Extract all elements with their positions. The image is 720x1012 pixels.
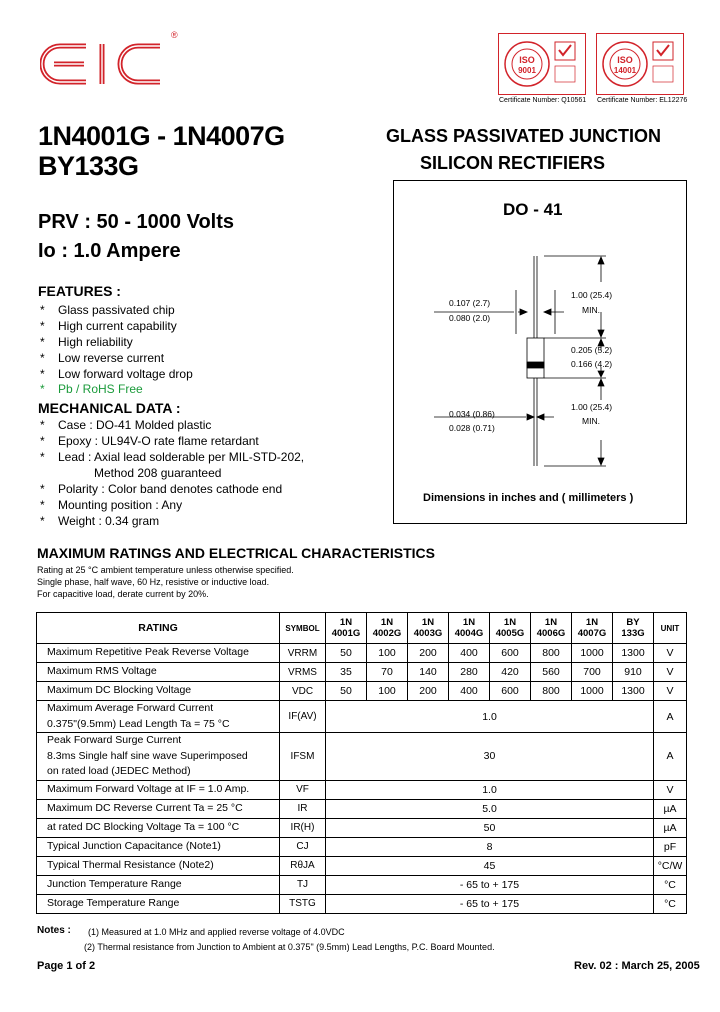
dim-lead-dia-max: 0.034 (0.86) xyxy=(449,409,495,419)
feature-item: * Low forward voltage drop xyxy=(40,367,193,381)
rating-text: Typical Thermal Resistance (Note2) xyxy=(47,858,214,871)
prv-rating: PRV : 50 - 1000 Volts xyxy=(38,211,235,233)
page-number: Page 1 of 2 xyxy=(37,960,96,972)
product-title-line1: GLASS PASSIVATED JUNCTION xyxy=(386,126,662,146)
header-part: 1N 4001G xyxy=(326,613,367,644)
symbol-cell: IR xyxy=(280,799,326,818)
features-heading: FEATURES : xyxy=(38,283,121,299)
value-cell: 600 xyxy=(490,682,531,701)
mechanical-item-cont: Method 208 guaranteed xyxy=(94,466,222,480)
rating-text: on rated load (JEDEC Method) xyxy=(47,765,191,777)
table-row xyxy=(37,701,687,733)
dim-body-len-max: 0.205 (5.2) xyxy=(571,345,613,355)
symbol-cell: IF(AV) xyxy=(280,701,326,733)
mechanical-item: * Case : DO-41 Molded plastic xyxy=(40,418,212,432)
dim-lead-length-bottom: 1.00 (25.4) xyxy=(571,402,613,412)
value-cell: 200 xyxy=(408,682,449,701)
logo-reg-mark: ® xyxy=(171,30,178,40)
value-cell: 100 xyxy=(367,682,408,701)
part-number-range: 1N4001G - 1N4007G xyxy=(38,121,285,151)
value-cell-span: 5.0 xyxy=(326,799,654,818)
rating-text: Peak Forward Surge Current xyxy=(47,734,182,746)
value-cell: 70 xyxy=(367,663,408,682)
symbol-cell: RθJA xyxy=(280,856,326,875)
rating-cell xyxy=(37,733,280,781)
dimensions-caption: Dimensions in inches and ( millimeters ) xyxy=(423,492,634,504)
svg-text:14001: 14001 xyxy=(613,66,637,75)
value-cell: 100 xyxy=(367,644,408,663)
electrical-section-heading: MAXIMUM RATINGS AND ELECTRICAL CHARACTERISTICS xyxy=(37,545,435,561)
feature-item: * High reliability xyxy=(40,335,133,349)
table-row xyxy=(37,733,687,781)
value-cell: 400 xyxy=(449,644,490,663)
header-rating: RATING xyxy=(37,613,280,644)
feature-item: * High current capability xyxy=(40,319,177,333)
unit-cell: °C xyxy=(654,875,687,894)
unit-cell: °C xyxy=(654,894,687,913)
header-part: 1N 4004G xyxy=(449,613,490,644)
iso14001-cert xyxy=(596,33,684,95)
svg-text:9001: 9001 xyxy=(518,66,536,75)
value-cell: 1000 xyxy=(572,682,613,701)
table-row xyxy=(37,682,687,701)
package-name: DO - 41 xyxy=(503,200,563,219)
table-row xyxy=(37,644,687,663)
rating-cell xyxy=(37,894,280,913)
unit-cell: pF xyxy=(654,837,687,856)
value-cell: 280 xyxy=(449,663,490,682)
table-header-row xyxy=(37,613,687,644)
rating-cell xyxy=(37,780,280,799)
rating-text: Maximum RMS Voltage xyxy=(47,665,157,678)
rating-cell xyxy=(37,682,280,701)
revision-date: Rev. 02 : March 25, 2005 xyxy=(574,960,700,972)
table-row xyxy=(37,894,687,913)
rating-cell xyxy=(37,799,280,818)
value-cell: 600 xyxy=(490,644,531,663)
rating-cell xyxy=(37,856,280,875)
value-cell-span: 1.0 xyxy=(326,701,654,733)
rating-cell xyxy=(37,644,280,663)
iso9001-cert xyxy=(498,33,586,95)
unit-cell: µA xyxy=(654,818,687,837)
table-row xyxy=(37,837,687,856)
feature-item: * Low reverse current xyxy=(40,351,165,365)
symbol-cell: VRMS xyxy=(280,663,326,682)
condition-line: Single phase, half wave, 60 Hz, resistive or inductive load. xyxy=(37,577,270,587)
table-row xyxy=(37,818,687,837)
value-cell: 910 xyxy=(613,663,654,682)
symbol-cell: CJ xyxy=(280,837,326,856)
rating-cell xyxy=(37,701,280,733)
unit-cell: V xyxy=(654,644,687,663)
rating-text: Maximum Average Forward Current xyxy=(47,702,214,714)
symbol-cell: IR(H) xyxy=(280,818,326,837)
unit-cell: V xyxy=(654,663,687,682)
condition-line: Rating at 25 °C ambient temperature unless otherwise specified. xyxy=(37,565,294,575)
rating-text: Maximum DC Blocking Voltage xyxy=(47,684,192,697)
unit-cell: A xyxy=(654,701,687,733)
symbol-cell: VF xyxy=(280,780,326,799)
header-part: 1N 4003G xyxy=(408,613,449,644)
rating-cell xyxy=(37,875,280,894)
value-cell: 1300 xyxy=(613,682,654,701)
value-cell: 1000 xyxy=(572,644,613,663)
value-cell: 800 xyxy=(531,644,572,663)
dim-body-dia-min: 0.080 (2.0) xyxy=(449,313,491,323)
dim-body-len-min: 0.166 (4.2) xyxy=(571,359,613,369)
do41-package-drawing xyxy=(394,230,684,480)
rating-text: Typical Junction Capacitance (Note1) xyxy=(47,839,221,852)
dim-lead-length-top-min: MIN. xyxy=(582,305,600,315)
value-cell-span: 45 xyxy=(326,856,654,875)
symbol-cell: TJ xyxy=(280,875,326,894)
rating-cell xyxy=(37,837,280,856)
mechanical-item: * Epoxy : UL94V-O rate flame retardant xyxy=(40,434,259,448)
mechanical-item: * Polarity : Color band denotes cathode end xyxy=(40,482,283,496)
unit-cell: µA xyxy=(654,799,687,818)
eic-logo xyxy=(40,32,180,96)
value-cell: 800 xyxy=(531,682,572,701)
note-2: (2) Thermal resistance from Junction to Ambient at 0.375" (9.5mm) Lead Lengths, P.C. Board Mounted. xyxy=(84,942,495,952)
header-part: 1N 4005G xyxy=(490,613,531,644)
feature-item: * Glass passivated chip xyxy=(40,303,175,317)
mechanical-item: * Mounting position : Any xyxy=(40,498,183,512)
rating-text: at rated DC Blocking Voltage Ta = 100 °C xyxy=(47,820,240,833)
unit-cell: °C/W xyxy=(654,856,687,875)
notes-label: Notes : xyxy=(37,925,71,936)
rating-text: Maximum Repetitive Peak Reverse Voltage xyxy=(47,646,249,659)
dim-lead-length-bottom-min: MIN. xyxy=(582,416,600,426)
cert1-caption: Certificate Number: Q10561 xyxy=(499,97,587,104)
value-cell: 140 xyxy=(408,663,449,682)
ratings-table xyxy=(36,612,687,914)
dim-lead-length-top: 1.00 (25.4) xyxy=(571,290,613,300)
table-row xyxy=(37,856,687,875)
rating-text: Maximum DC Reverse Current Ta = 25 °C xyxy=(47,801,243,814)
header-part: 1N 4007G xyxy=(572,613,613,644)
rating-cell xyxy=(37,663,280,682)
dim-lead-dia-min: 0.028 (0.71) xyxy=(449,423,495,433)
rating-text: 0.375"(9.5mm) Lead Length Ta = 75 °C xyxy=(47,717,230,730)
value-cell: 50 xyxy=(326,682,367,701)
rating-text: Maximum Forward Voltage at IF = 1.0 Amp. xyxy=(47,782,250,795)
symbol-cell: IFSM xyxy=(280,733,326,781)
cert2-caption: Certificate Number: EL12276 xyxy=(597,97,688,104)
condition-line: For capacitive load, derate current by 20%. xyxy=(37,589,209,599)
value-cell: 420 xyxy=(490,663,531,682)
table-row xyxy=(37,799,687,818)
table-row xyxy=(37,875,687,894)
part-number-by133g: BY133G xyxy=(38,151,139,181)
symbol-cell: TSTG xyxy=(280,894,326,913)
header-part: BY 133G xyxy=(613,613,654,644)
io-rating: Io : 1.0 Ampere xyxy=(38,240,181,262)
rating-text: Junction Temperature Range xyxy=(47,877,182,890)
table-row xyxy=(37,780,687,799)
symbol-cell: VRRM xyxy=(280,644,326,663)
mechanical-item: * Lead : Axial lead solderable per MIL-STD-202, xyxy=(40,450,305,464)
rating-text: 8.3ms Single half sine wave Superimposed xyxy=(47,749,248,762)
svg-text:ISO: ISO xyxy=(519,55,535,65)
mechanical-heading: MECHANICAL DATA : xyxy=(38,400,181,416)
value-cell: 700 xyxy=(572,663,613,682)
rating-cell xyxy=(37,818,280,837)
value-cell: 1300 xyxy=(613,644,654,663)
header-unit: UNIT xyxy=(654,613,687,644)
value-cell-span: 30 xyxy=(326,733,654,781)
table-row xyxy=(37,663,687,682)
header-part: 1N 4006G xyxy=(531,613,572,644)
symbol-cell: VDC xyxy=(280,682,326,701)
value-cell: 400 xyxy=(449,682,490,701)
mechanical-item: * Weight : 0.34 gram xyxy=(40,514,160,528)
value-cell: 200 xyxy=(408,644,449,663)
value-cell-span: 1.0 xyxy=(326,780,654,799)
value-cell: 50 xyxy=(326,644,367,663)
value-cell-span: - 65 to + 175 xyxy=(326,875,654,894)
unit-cell: V xyxy=(654,682,687,701)
product-title-line2: SILICON RECTIFIERS xyxy=(420,153,606,173)
value-cell-span: 8 xyxy=(326,837,654,856)
value-cell-span: - 65 to + 175 xyxy=(326,894,654,913)
unit-cell: A xyxy=(654,733,687,781)
value-cell-span: 50 xyxy=(326,818,654,837)
rating-text: Storage Temperature Range xyxy=(47,896,180,909)
value-cell: 560 xyxy=(531,663,572,682)
feature-item-rohs: * Pb / RoHS Free xyxy=(40,382,143,396)
header-symbol: SYMBOL xyxy=(280,613,326,644)
header-part: 1N 4002G xyxy=(367,613,408,644)
unit-cell: V xyxy=(654,780,687,799)
value-cell: 35 xyxy=(326,663,367,682)
note-1: (1) Measured at 1.0 MHz and applied reverse voltage of 4.0VDC xyxy=(88,927,345,937)
svg-text:ISO: ISO xyxy=(617,55,633,65)
dim-body-dia-max: 0.107 (2.7) xyxy=(449,298,491,308)
